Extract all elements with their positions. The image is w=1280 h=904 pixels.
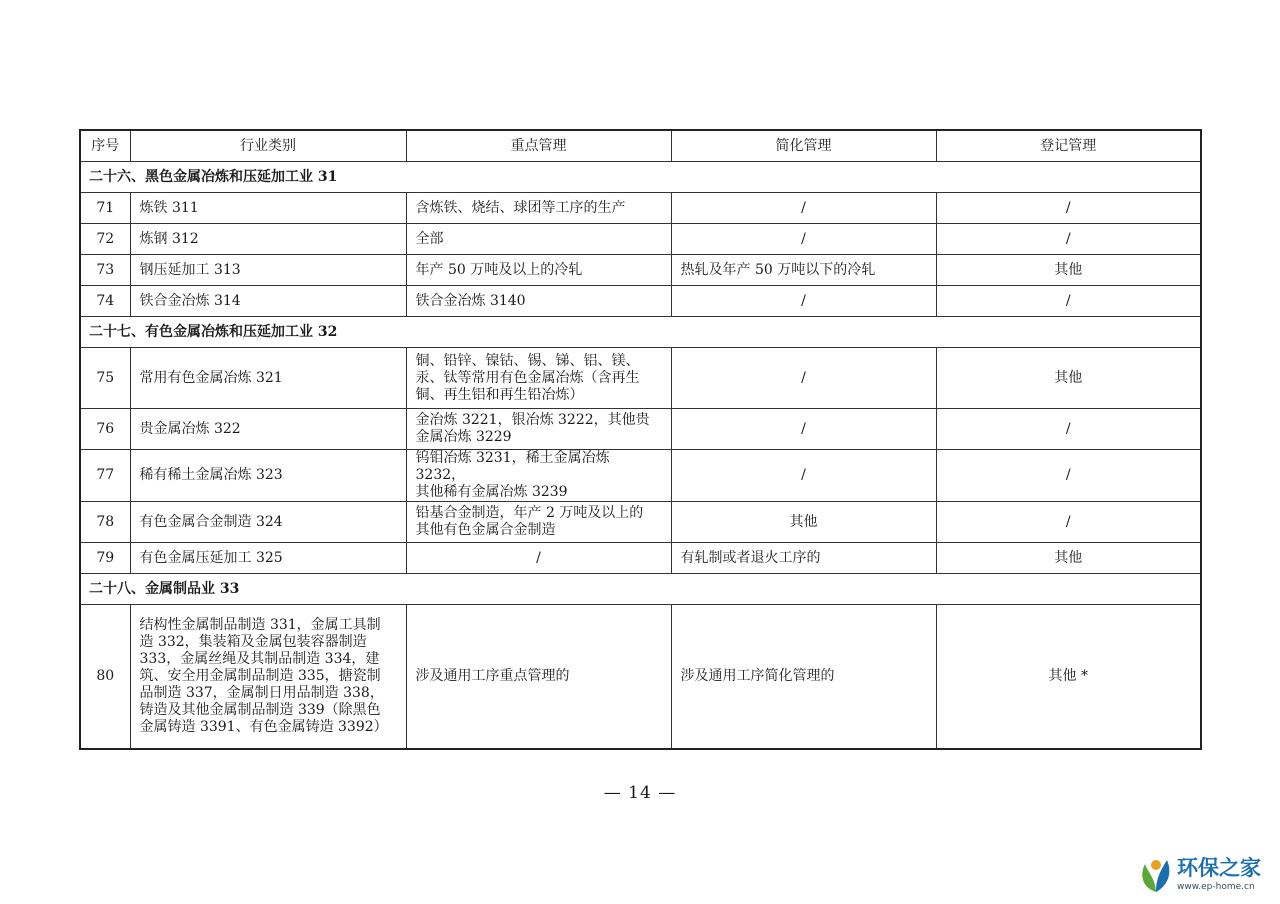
row-seq: 71 (80, 193, 130, 224)
row-category (130, 543, 406, 574)
row-key-management-line: 铜、铅锌、镍钴、锡、锑、铝、镁、 (415, 352, 640, 369)
row-category-line: 钢压延加工 313 (139, 261, 241, 278)
row-key-management-line: 含炼铁、烧结、球团等工序的生产 (415, 199, 626, 216)
row-category-line: 金属铸造 3391、有色金属铸造 3392） (139, 719, 388, 735)
row-key-management (406, 409, 671, 450)
row-key-management-line: 金属冶炼 3229 (415, 429, 512, 445)
row-category-line: 常用有色金属冶炼 321 (139, 369, 283, 386)
row-registration-management (936, 193, 1201, 224)
row-registration-management-line: / (1065, 230, 1071, 247)
section-title: 二十七、有色金属冶炼和压延加工业 32 (80, 317, 1201, 348)
row-seq: 80 (80, 605, 130, 750)
row-simplified-management (671, 605, 936, 750)
row-simplified-management (671, 224, 936, 255)
row-category (130, 409, 406, 450)
row-simplified-management (671, 450, 936, 502)
row-key-management-line: / (536, 549, 541, 566)
header-category: 行业类别 (130, 130, 406, 162)
section-title: 二十八、金属制品业 33 (80, 574, 1201, 605)
table-body (80, 162, 1201, 750)
table-row (80, 450, 1201, 502)
row-registration-management (936, 543, 1201, 574)
row-key-management (406, 605, 671, 750)
row-category-line: 贵金属冶炼 322 (139, 420, 241, 437)
row-seq: 75 (80, 348, 130, 409)
row-seq: 76 (80, 409, 130, 450)
table-row (80, 286, 1201, 317)
table-row (80, 543, 1201, 574)
leaf-logo-icon (1137, 854, 1175, 896)
row-key-management-line: 其他稀有金属冶炼 3239 (415, 484, 568, 500)
row-simplified-management (671, 502, 936, 543)
row-registration-management (936, 286, 1201, 317)
row-registration-management-line: / (1065, 292, 1071, 309)
permit-classification-table (79, 129, 1202, 750)
row-simplified-management-line: / (801, 467, 806, 483)
row-simplified-management-line: 其他 (789, 513, 818, 530)
header-registration-management: 登记管理 (936, 130, 1201, 162)
row-registration-management-line: / (1065, 199, 1071, 216)
row-registration-management-line: / (1065, 420, 1071, 437)
row-key-management (406, 348, 671, 409)
row-category (130, 224, 406, 255)
row-registration-management-line: 其他 (1054, 261, 1083, 278)
row-registration-management (936, 502, 1201, 543)
row-key-management-line: 其他有色金属合金制造 (415, 522, 556, 538)
row-category (130, 605, 406, 750)
row-key-management-line: 汞、钛等常用有色金属冶炼（含再生 (415, 369, 640, 386)
row-registration-management-line: / (1065, 467, 1071, 483)
row-category-line: 有色金属合金制造 324 (139, 513, 283, 530)
row-registration-management-line: 其他 (1054, 549, 1083, 566)
row-category-line: 结构性金属制品制造 331，金属工具制 (139, 617, 381, 633)
row-category-line: 有色金属压延加工 325 (139, 549, 283, 566)
row-registration-management-line: / (1065, 513, 1071, 530)
table-row (80, 348, 1201, 409)
row-simplified-management-line: / (801, 292, 806, 309)
watermark (1137, 852, 1272, 898)
row-registration-management (936, 605, 1201, 750)
row-category (130, 286, 406, 317)
table-row (80, 605, 1201, 750)
row-category (130, 193, 406, 224)
row-simplified-management (671, 255, 936, 286)
row-registration-management (936, 224, 1201, 255)
row-registration-management (936, 409, 1201, 450)
row-simplified-management-line: 有轧制或者退火工序的 (680, 549, 821, 566)
row-seq: 74 (80, 286, 130, 317)
row-simplified-management (671, 286, 936, 317)
row-category (130, 348, 406, 409)
row-simplified-management-line: 热轧及年产 50 万吨以下的冷轧 (680, 261, 876, 278)
row-key-management-line: 年产 50 万吨及以上的冷轧 (415, 261, 583, 278)
row-seq: 77 (80, 450, 130, 502)
row-seq: 73 (80, 255, 130, 286)
table-row (80, 502, 1201, 543)
section-row (80, 317, 1201, 348)
table-header-row (80, 130, 1201, 162)
row-registration-management-line: 其他 * (1048, 668, 1088, 684)
row-simplified-management-line: 涉及通用工序简化管理的 (680, 668, 835, 684)
row-category (130, 255, 406, 286)
table-row (80, 255, 1201, 286)
row-category-line: 品制造 337，金属制日用品制造 338， (139, 685, 384, 701)
row-simplified-management (671, 543, 936, 574)
row-key-management-line: 全部 (415, 230, 444, 247)
row-category-line: 铸造及其他金属制品制造 339（除黑色 (139, 702, 381, 718)
row-category-line: 造 332，集装箱及金属包装容器制造 (139, 634, 367, 650)
row-key-management (406, 543, 671, 574)
row-key-management-line: 铅基合金制造，年产 2 万吨及以上的 (415, 505, 644, 521)
row-seq: 78 (80, 502, 130, 543)
row-simplified-management-line: / (801, 230, 806, 247)
row-simplified-management (671, 348, 936, 409)
row-simplified-management (671, 409, 936, 450)
row-category-line: 铁合金冶炼 314 (139, 292, 241, 309)
row-key-management-line: 金冶炼 3221，银冶炼 3222，其他贵 (415, 412, 650, 428)
row-category-line: 稀有稀土金属冶炼 323 (139, 467, 283, 483)
row-key-management (406, 502, 671, 543)
row-key-management (406, 286, 671, 317)
row-key-management-line: 涉及通用工序重点管理的 (415, 668, 570, 684)
row-key-management (406, 450, 671, 502)
row-seq: 72 (80, 224, 130, 255)
row-category-line: 333，金属丝绳及其制品制造 334，建 (139, 651, 380, 667)
section-row (80, 574, 1201, 605)
row-category (130, 502, 406, 543)
row-registration-management (936, 255, 1201, 286)
row-registration-management (936, 450, 1201, 502)
row-simplified-management (671, 193, 936, 224)
table-row (80, 193, 1201, 224)
table-row (80, 224, 1201, 255)
row-category-line: 筑、安全用金属制品制造 335，搪瓷制 (139, 668, 381, 684)
row-registration-management-line: 其他 (1054, 369, 1083, 386)
row-key-management (406, 255, 671, 286)
watermark-url: www.ep-home.cn (1177, 882, 1255, 892)
row-simplified-management-line: / (801, 369, 806, 386)
section-row (80, 162, 1201, 193)
row-category-line: 炼铁 311 (139, 199, 199, 216)
row-key-management-line: 铜、再生铝和再生铅冶炼） (415, 386, 584, 403)
page-number: — 14 — (603, 783, 677, 803)
row-key-management (406, 224, 671, 255)
row-key-management (406, 193, 671, 224)
permit-table-container (79, 129, 1202, 750)
row-seq: 79 (80, 543, 130, 574)
row-simplified-management-line: / (801, 420, 806, 437)
header-seq: 序号 (80, 130, 130, 162)
watermark-brand: 环保之家 (1177, 856, 1261, 880)
table-row (80, 409, 1201, 450)
header-simplified-management: 简化管理 (671, 130, 936, 162)
row-key-management-line: 钨钼冶炼 3231，稀土金属冶炼 3232， (415, 450, 610, 483)
header-key-management: 重点管理 (406, 130, 671, 162)
row-category (130, 450, 406, 502)
row-registration-management (936, 348, 1201, 409)
row-key-management-line: 铁合金冶炼 3140 (415, 292, 526, 309)
row-simplified-management-line: / (801, 199, 806, 216)
row-category-line: 炼钢 312 (139, 230, 199, 247)
section-title: 二十六、黑色金属冶炼和压延加工业 31 (80, 162, 1201, 193)
